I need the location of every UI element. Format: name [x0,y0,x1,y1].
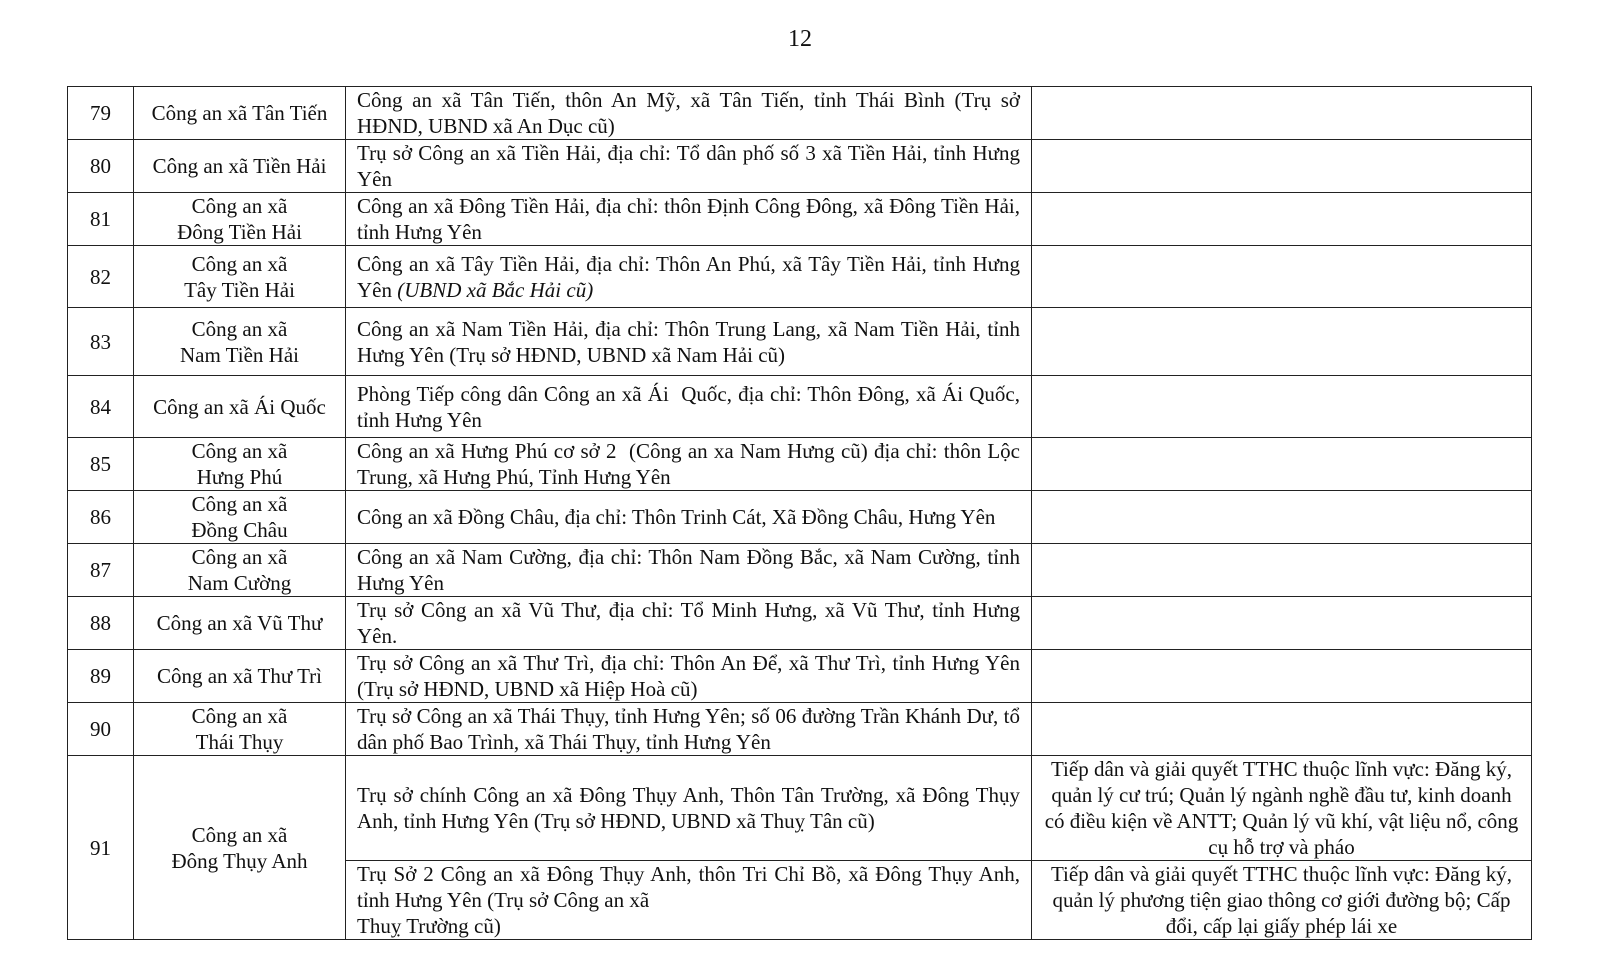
row-number: 83 [68,308,134,376]
row-number: 81 [68,193,134,246]
note-cell [1032,140,1532,193]
office-address: Phòng Tiếp công dân Công an xã Ái Quốc, địa chỉ: Thôn Đông, xã Ái Quốc, tỉnh Hưng Yên [346,376,1032,438]
note-cell [1032,650,1532,703]
unit-name-line2: Tây Tiền Hải [184,277,295,302]
note-cell-secondary: Tiếp dân và giải quyết TTHC thuộc lĩnh vực: Đăng ký, quản lý phương tiện giao thông cơ giới đường bộ; Cấp đổi, cấp lại giấy phép lái xe [1032,861,1532,940]
unit-name-line1: Công an xã [191,822,288,847]
office-address: Công an xã Nam Tiền Hải, địa chỉ: Thôn Trung Lang, xã Nam Tiền Hải, tỉnh Hưng Yên (Trụ sở HĐND, UBND xã Nam Hải cũ) [346,308,1032,376]
unit-name [134,438,346,491]
note-cell [1032,246,1532,308]
unit-name [134,703,346,756]
unit-name: Công an xã Tân Tiến [134,87,346,140]
row-number: 82 [68,246,134,308]
office-address: Trụ sở Công an xã Vũ Thư, địa chỉ: Tổ Minh Hưng, xã Vũ Thư, tỉnh Hưng Yên. [346,597,1032,650]
unit-name [134,544,346,597]
row-number: 80 [68,140,134,193]
unit-name-line1: Công an xã [191,439,288,463]
note-cell [1032,544,1532,597]
address-text: Công an xã Tây Tiền Hải, địa chỉ: Thôn An Phú, xã Tây Tiền Hải, tỉnh Hưng Yên [357,251,1020,302]
address2-line1: Trụ Sở 2 Công an xã Đông Thụy Anh, thôn Tri Chỉ Bồ, xã Đông Thụy Anh, tỉnh Hưng Yên (Trụ sở Công an xã [357,862,1020,912]
table-row [68,438,1532,491]
office-address [346,246,1032,308]
office-address: Công an xã Tân Tiến, thôn An Mỹ, xã Tân Tiến, tỉnh Thái Bình (Trụ sở HĐND, UBND xã An Dục cũ) [346,87,1032,140]
office-address: Trụ sở chính Công an xã Đông Thụy Anh, Thôn Tân Trường, xã Đông Thụy Anh, tỉnh Hưng Yên (Trụ sở HĐND, UBND xã Thuỵ Tân cũ) [346,756,1032,861]
table-row [68,376,1532,438]
unit-name [134,756,346,940]
table-row [68,597,1532,650]
row-number: 89 [68,650,134,703]
unit-name-line1: Công an xã [191,545,288,569]
note-cell [1032,491,1532,544]
unit-name: Công an xã Ái Quốc [134,376,346,438]
unit-name-line2: Hưng Phú [196,465,283,489]
unit-name-line1: Công an xã [191,194,288,218]
page-number: 12 [788,26,812,52]
unit-name [134,246,346,308]
unit-name-line1: Công an xã [191,316,288,341]
unit-name [134,491,346,544]
address2-line2: Thuỵ Trường cũ) [357,914,501,938]
table-row [68,491,1532,544]
table-row [68,703,1532,756]
row-number: 91 [68,756,134,940]
table-row [68,650,1532,703]
unit-name-line1: Công an xã [191,704,288,728]
note-cell [1032,438,1532,491]
note-cell [1032,193,1532,246]
row-number: 84 [68,376,134,438]
table-row [68,140,1532,193]
office-address: Công an xã Nam Cường, địa chỉ: Thôn Nam Đồng Bắc, xã Nam Cường, tỉnh Hưng Yên [346,544,1032,597]
table-row [68,308,1532,376]
note-cell [1032,87,1532,140]
row-number: 85 [68,438,134,491]
table-row [68,193,1532,246]
address-note-italic: (UBND xã Bắc Hải cũ) [397,277,594,302]
unit-name-line2: Đông Tiền Hải [177,220,302,244]
office-address: Trụ sở Công an xã Thư Trì, địa chỉ: Thôn An Để, xã Thư Trì, tỉnh Hưng Yên (Trụ sở HĐND, UBND xã Hiệp Hoà cũ) [346,650,1032,703]
office-address: Công an xã Đông Tiền Hải, địa chỉ: thôn Định Công Đông, xã Đông Tiền Hải, tỉnh Hưng Yên [346,193,1032,246]
office-address: Công an xã Đồng Châu, địa chỉ: Thôn Trinh Cát, Xã Đồng Châu, Hưng Yên [346,491,1032,544]
table-row [68,246,1532,308]
unit-name-line2: Thái Thụy [195,730,284,754]
row-number: 87 [68,544,134,597]
office-address: Trụ sở Công an xã Tiền Hải, địa chỉ: Tổ dân phố số 3 xã Tiền Hải, tỉnh Hưng Yên [346,140,1032,193]
police-office-table [67,86,1532,940]
office-address: Trụ sở Công an xã Thái Thụy, tỉnh Hưng Yên; số 06 đường Trần Khánh Dư, tổ dân phố Bao Trình, xã Thái Thụy, tỉnh Hưng Yên [346,703,1032,756]
unit-name [134,308,346,376]
table-row [68,756,1532,861]
unit-name-line2: Nam Tiền Hải [179,342,299,367]
row-number: 86 [68,491,134,544]
unit-name-line1: Công an xã [191,492,288,516]
unit-name: Công an xã Thư Trì [134,650,346,703]
row-number: 90 [68,703,134,756]
note-cell: Tiếp dân và giải quyết TTHC thuộc lĩnh vực: Đăng ký, quản lý cư trú; Quản lý ngành nghề đầu tư, kinh doanh có điều kiện về ANTT; Quản lý vũ khí, vật liệu nổ, công cụ hỗ trợ và pháo [1032,756,1532,861]
note-cell [1032,308,1532,376]
row-number: 88 [68,597,134,650]
row-number: 79 [68,87,134,140]
unit-name-line2: Đồng Châu [191,518,288,542]
unit-name-line1: Công an xã [191,251,288,276]
unit-name [134,193,346,246]
office-address-secondary [346,861,1032,940]
unit-name: Công an xã Tiền Hải [134,140,346,193]
note-cell [1032,703,1532,756]
unit-name-line2: Đông Thụy Anh [171,848,308,873]
note-cell [1032,376,1532,438]
unit-name: Công an xã Vũ Thư [134,597,346,650]
note-cell [1032,597,1532,650]
office-address: Công an xã Hưng Phú cơ sở 2 (Công an xa Nam Hưng cũ) địa chỉ: thôn Lộc Trung, xã Hưng Phú, Tỉnh Hưng Yên [346,438,1032,491]
unit-name-line2: Nam Cường [187,571,292,595]
table-row [68,87,1532,140]
table-row [68,544,1532,597]
